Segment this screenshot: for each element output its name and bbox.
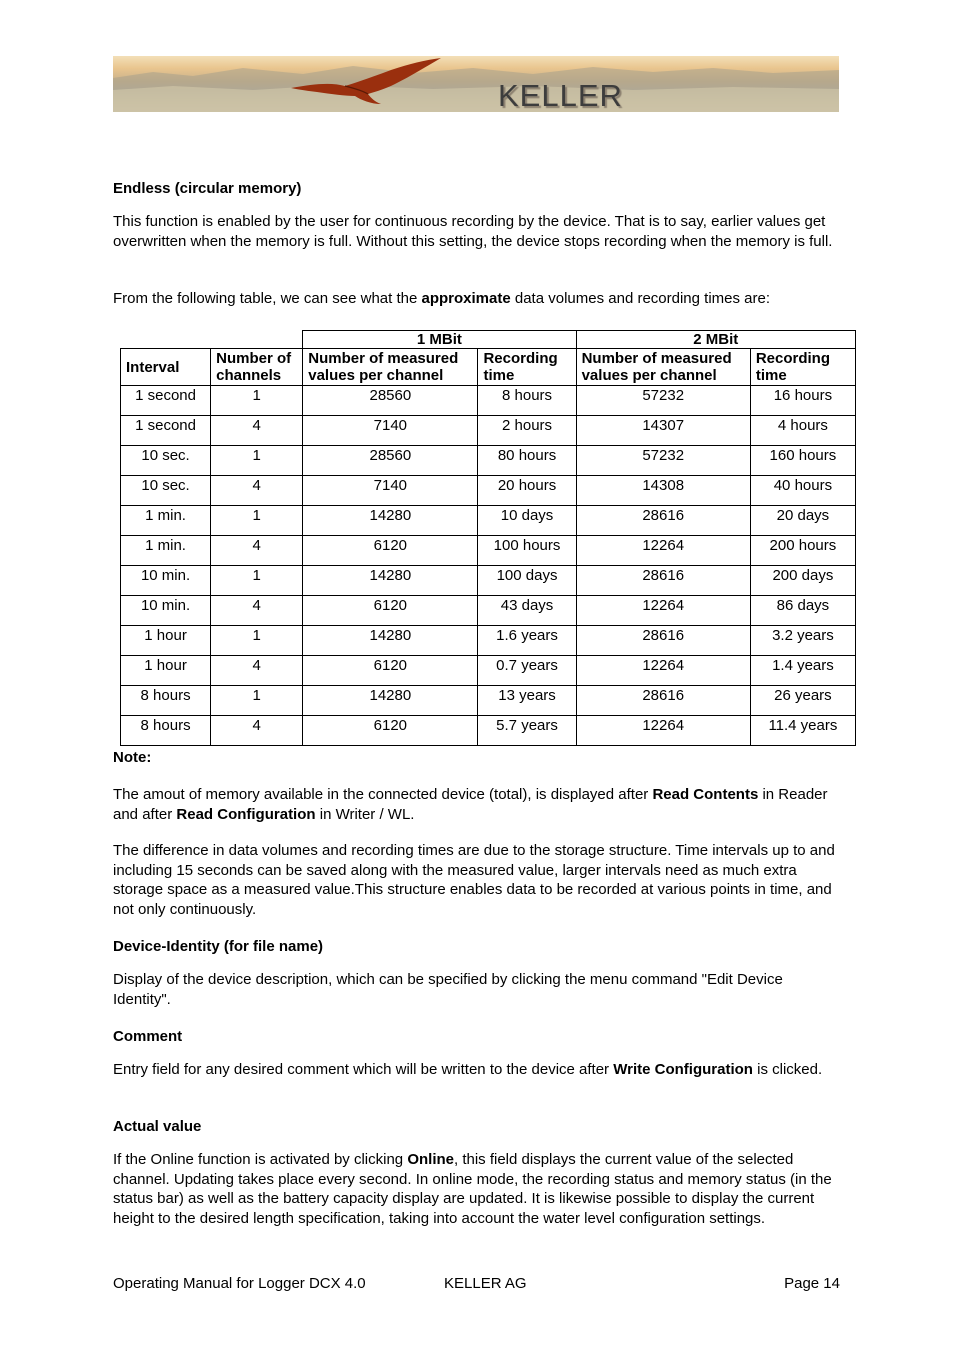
table-cell-time-2mbit: 20 days — [750, 506, 855, 536]
table-cell-time-1mbit: 10 days — [478, 506, 576, 536]
table-row — [121, 476, 856, 506]
column-header-time-2mbit: Recording time — [750, 349, 855, 386]
table-cell-channels: 1 — [211, 686, 303, 716]
comment-heading: Comment — [113, 1028, 183, 1045]
column-header-time-1mbit: Recording time — [478, 349, 576, 386]
table-cell-values-1mbit: 28560 — [303, 446, 478, 476]
table-cell-values-2mbit: 57232 — [576, 386, 750, 416]
table-cell-channels: 1 — [211, 626, 303, 656]
table-cell-time-1mbit: 5.7 years — [478, 716, 576, 746]
actual-value-paragraph: If the Online function is activated by clicking Online, this field displays the current value of the selected channel. Updating takes place every second. In online mode, the recording status and memory status (in the status bar) as well as the battery capacity display are updated. It is likewise possible to display the current height to the desired length specification, taking into account the water level configuration settings. — [113, 1151, 832, 1227]
table-row — [121, 566, 856, 596]
table-row — [121, 446, 856, 476]
table-cell-time-2mbit: 200 hours — [750, 536, 855, 566]
table-cell-channels: 4 — [211, 596, 303, 626]
table-cell-values-2mbit: 14307 — [576, 416, 750, 446]
table-cell-values-1mbit: 14280 — [303, 686, 478, 716]
actual-value-heading: Actual value — [113, 1118, 202, 1135]
device-identity-heading: Device-Identity (for file name) — [113, 938, 324, 955]
table-cell-values-2mbit: 12264 — [576, 536, 750, 566]
table-corner-empty — [121, 331, 303, 349]
table-cell-values-1mbit: 6120 — [303, 596, 478, 626]
table-cell-time-1mbit: 100 hours — [478, 536, 576, 566]
table-cell-time-2mbit: 26 years — [750, 686, 855, 716]
table-cell-interval: 1 second — [121, 416, 211, 446]
landscape-bird-graphic — [113, 56, 839, 112]
table-cell-values-2mbit: 12264 — [576, 596, 750, 626]
table-cell-time-1mbit: 1.6 years — [478, 626, 576, 656]
table-row — [121, 686, 856, 716]
column-header-values-2mbit: Number of measured values per channel — [576, 349, 750, 386]
table-cell-time-2mbit: 4 hours — [750, 416, 855, 446]
table-row — [121, 536, 856, 566]
table-cell-interval: 8 hours — [121, 686, 211, 716]
table-cell-values-1mbit: 6120 — [303, 716, 478, 746]
table-cell-time-1mbit: 43 days — [478, 596, 576, 626]
table-row — [121, 506, 856, 536]
column-header-interval: Interval — [121, 349, 211, 386]
table-cell-time-1mbit: 13 years — [478, 686, 576, 716]
table-cell-time-1mbit: 20 hours — [478, 476, 576, 506]
footer-page-number: Page 14 — [784, 1275, 840, 1292]
table-cell-interval: 10 min. — [121, 596, 211, 626]
table-cell-values-2mbit: 57232 — [576, 446, 750, 476]
table-cell-values-2mbit: 28616 — [576, 626, 750, 656]
table-cell-channels: 4 — [211, 536, 303, 566]
table-row — [121, 626, 856, 656]
table-cell-channels: 1 — [211, 506, 303, 536]
table-cell-values-1mbit: 6120 — [303, 656, 478, 686]
table-cell-values-2mbit: 28616 — [576, 566, 750, 596]
table-cell-values-2mbit: 28616 — [576, 686, 750, 716]
table-cell-interval: 1 min. — [121, 506, 211, 536]
table-cell-values-2mbit: 12264 — [576, 716, 750, 746]
device-identity-paragraph: Display of the device description, which can be specified by clicking the menu command "Edit Device Identity". — [113, 971, 783, 1008]
table-cell-time-2mbit: 16 hours — [750, 386, 855, 416]
table-cell-values-1mbit: 14280 — [303, 626, 478, 656]
header-banner — [113, 56, 839, 112]
table-cell-channels: 1 — [211, 446, 303, 476]
table-cell-time-2mbit: 1.4 years — [750, 656, 855, 686]
table-cell-time-2mbit: 3.2 years — [750, 626, 855, 656]
column-header-channels: Number of channels — [211, 349, 303, 386]
table-cell-interval: 10 min. — [121, 566, 211, 596]
table-cell-values-1mbit: 6120 — [303, 536, 478, 566]
table-cell-channels: 4 — [211, 416, 303, 446]
table-cell-values-2mbit: 28616 — [576, 506, 750, 536]
note-heading: Note: — [113, 749, 152, 766]
table-cell-time-1mbit: 100 days — [478, 566, 576, 596]
table-row — [121, 716, 856, 746]
table-cell-time-1mbit: 2 hours — [478, 416, 576, 446]
table-cell-values-2mbit: 12264 — [576, 656, 750, 686]
table-cell-time-2mbit: 86 days — [750, 596, 855, 626]
table-cell-time-2mbit: 160 hours — [750, 446, 855, 476]
comment-paragraph: Entry field for any desired comment which will be written to the device after Write Configuration is clicked. — [113, 1061, 823, 1078]
table-cell-interval: 1 hour — [121, 656, 211, 686]
table-cell-channels: 4 — [211, 476, 303, 506]
table-cell-values-1mbit: 7140 — [303, 476, 478, 506]
table-cell-time-1mbit: 0.7 years — [478, 656, 576, 686]
brand-logo: KELLER — [498, 78, 623, 112]
table-cell-values-1mbit: 14280 — [303, 566, 478, 596]
table-cell-values-1mbit: 7140 — [303, 416, 478, 446]
table-row — [121, 386, 856, 416]
table-cell-channels: 1 — [211, 386, 303, 416]
table-cell-channels: 4 — [211, 716, 303, 746]
table-cell-time-1mbit: 8 hours — [478, 386, 576, 416]
footer-company: KELLER AG — [444, 1275, 527, 1292]
table-row — [121, 596, 856, 626]
group-header-1mbit: 1 MBit — [303, 331, 576, 349]
table-row — [121, 656, 856, 686]
table-cell-interval: 10 sec. — [121, 476, 211, 506]
table-cell-interval: 10 sec. — [121, 446, 211, 476]
table-cell-channels: 1 — [211, 566, 303, 596]
table-cell-time-2mbit: 200 days — [750, 566, 855, 596]
table-cell-values-2mbit: 14308 — [576, 476, 750, 506]
footer-document-title: Operating Manual for Logger DCX 4.0 — [113, 1275, 366, 1292]
column-header-values-1mbit: Number of measured values per channel — [303, 349, 478, 386]
table-cell-interval: 1 min. — [121, 536, 211, 566]
table-cell-interval: 1 second — [121, 386, 211, 416]
table-cell-time-2mbit: 40 hours — [750, 476, 855, 506]
table-cell-interval: 1 hour — [121, 626, 211, 656]
group-header-2mbit: 2 MBit — [576, 331, 855, 349]
table-cell-values-1mbit: 14280 — [303, 506, 478, 536]
table-row — [121, 416, 856, 446]
recording-capacity-table — [120, 330, 856, 746]
note-paragraph-2: The difference in data volumes and recording times are due to the storage structure. Time intervals up to and including 15 seconds can be saved along with the measured value, larger intervals need as much extra storage space as a measured value.This structure enables data to be recorded at various points in time, and not only continuously. — [113, 842, 835, 918]
endless-heading: Endless (circular memory) — [113, 180, 302, 197]
table-cell-channels: 4 — [211, 656, 303, 686]
table-cell-time-2mbit: 11.4 years — [750, 716, 855, 746]
table-cell-interval: 8 hours — [121, 716, 211, 746]
endless-table-intro: From the following table, we can see what the approximate data volumes and recording times are: — [113, 290, 771, 307]
note-paragraph-1: The amout of memory available in the connected device (total), is displayed after Read Contents in Reader and after Read Configuration in Writer / WL. — [113, 786, 828, 823]
endless-paragraph: This function is enabled by the user for continuous recording by the device. That is to say, earlier values get overwritten when the memory is full. Without this setting, the device stops recording when the memory is full. — [113, 213, 833, 250]
table-cell-time-1mbit: 80 hours — [478, 446, 576, 476]
table-cell-values-1mbit: 28560 — [303, 386, 478, 416]
